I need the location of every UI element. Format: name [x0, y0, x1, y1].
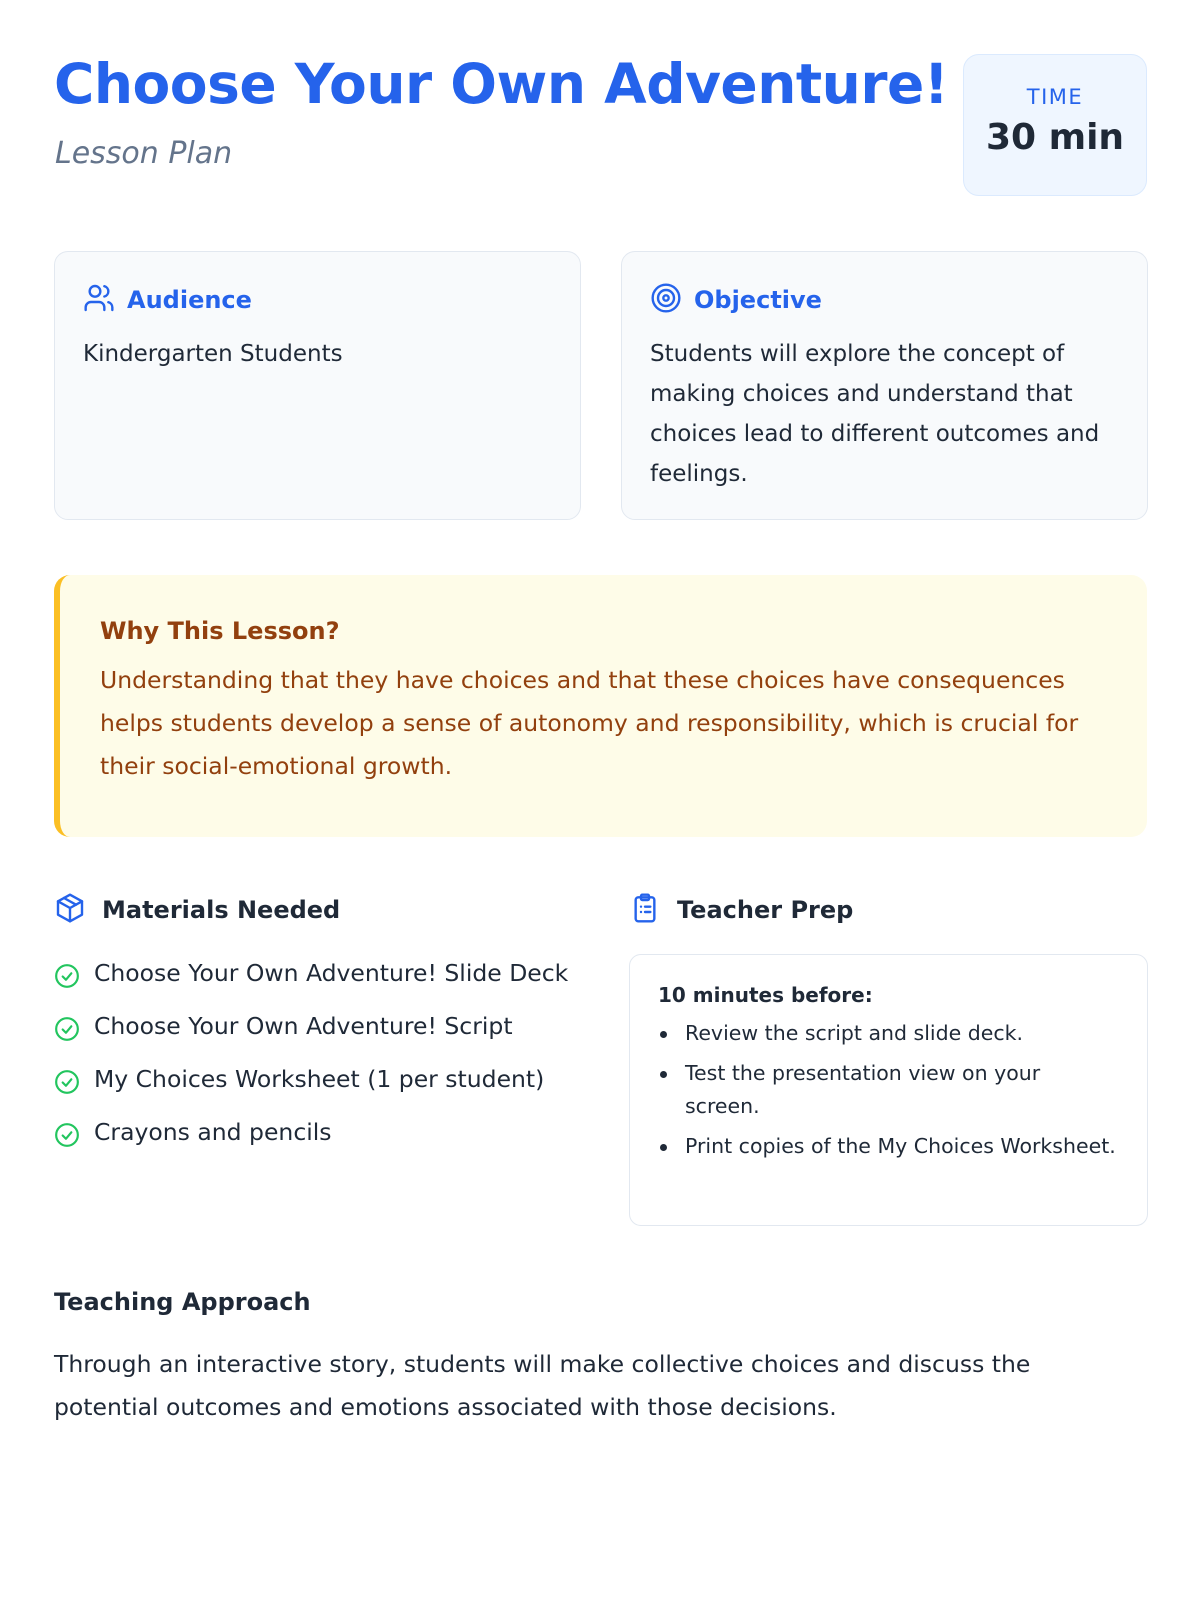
audience-card [54, 251, 581, 520]
objective-title: Objective [694, 286, 822, 314]
material-label: My Choices Worksheet (1 per student) [94, 1065, 545, 1093]
why-title: Why This Lesson? [100, 617, 340, 645]
time-label: TIME [1026, 85, 1084, 109]
check-circle-icon [54, 1112, 80, 1152]
page-subtitle: Lesson Plan [55, 136, 233, 171]
teacher-prep-header [629, 893, 853, 927]
teacher-prep-title: Teacher Prep [677, 896, 854, 924]
why-text: Understanding that they have choices and that these choices have consequences helps students develop a sense of autonomy and responsibility, which is crucial for their social-emotional growth. [100, 666, 1079, 780]
prep-list [658, 1017, 1119, 1163]
page-title: Choose Your Own Adventure! [54, 52, 949, 116]
material-label: Choose Your Own Adventure! Script [94, 1012, 513, 1040]
check-circle-icon [54, 1006, 80, 1046]
clipboard-icon [629, 892, 661, 928]
list-item [54, 1112, 574, 1152]
time-card [963, 54, 1147, 196]
list-item [54, 1006, 574, 1046]
teacher-prep-card [629, 954, 1148, 1226]
materials-title: Materials Needed [102, 896, 341, 924]
list-item: Review the script and slide deck. [658, 1017, 1119, 1050]
materials-list [54, 953, 574, 1165]
time-value: 30 min [985, 117, 1125, 158]
material-label: Crayons and pencils [94, 1118, 332, 1146]
objective-text: Students will explore the concept of making choices and understand that choices lead to different outcomes and feelings. [650, 341, 1100, 487]
check-circle-icon [54, 1059, 80, 1099]
audience-title: Audience [127, 286, 252, 314]
material-label: Choose Your Own Adventure! Slide Deck [94, 959, 569, 987]
target-icon [650, 282, 682, 318]
list-item: Test the presentation view on your screen. [658, 1057, 1119, 1123]
list-item [54, 953, 574, 993]
prep-timing: 10 minutes before: [658, 983, 873, 1007]
audience-text: Kindergarten Students [83, 341, 343, 367]
list-item: Print copies of the My Choices Worksheet. [658, 1130, 1119, 1163]
objective-card [621, 251, 1148, 520]
check-circle-icon [54, 953, 80, 993]
users-icon [83, 282, 115, 318]
why-this-lesson-callout [54, 575, 1147, 837]
list-item [54, 1059, 574, 1099]
teaching-approach-title: Teaching Approach [54, 1288, 311, 1316]
package-icon [54, 892, 86, 928]
teaching-approach-text: Through an interactive story, students will make collective choices and discuss the potential outcomes and emotions associated with those decisions. [54, 1350, 1031, 1421]
materials-header [54, 893, 340, 927]
